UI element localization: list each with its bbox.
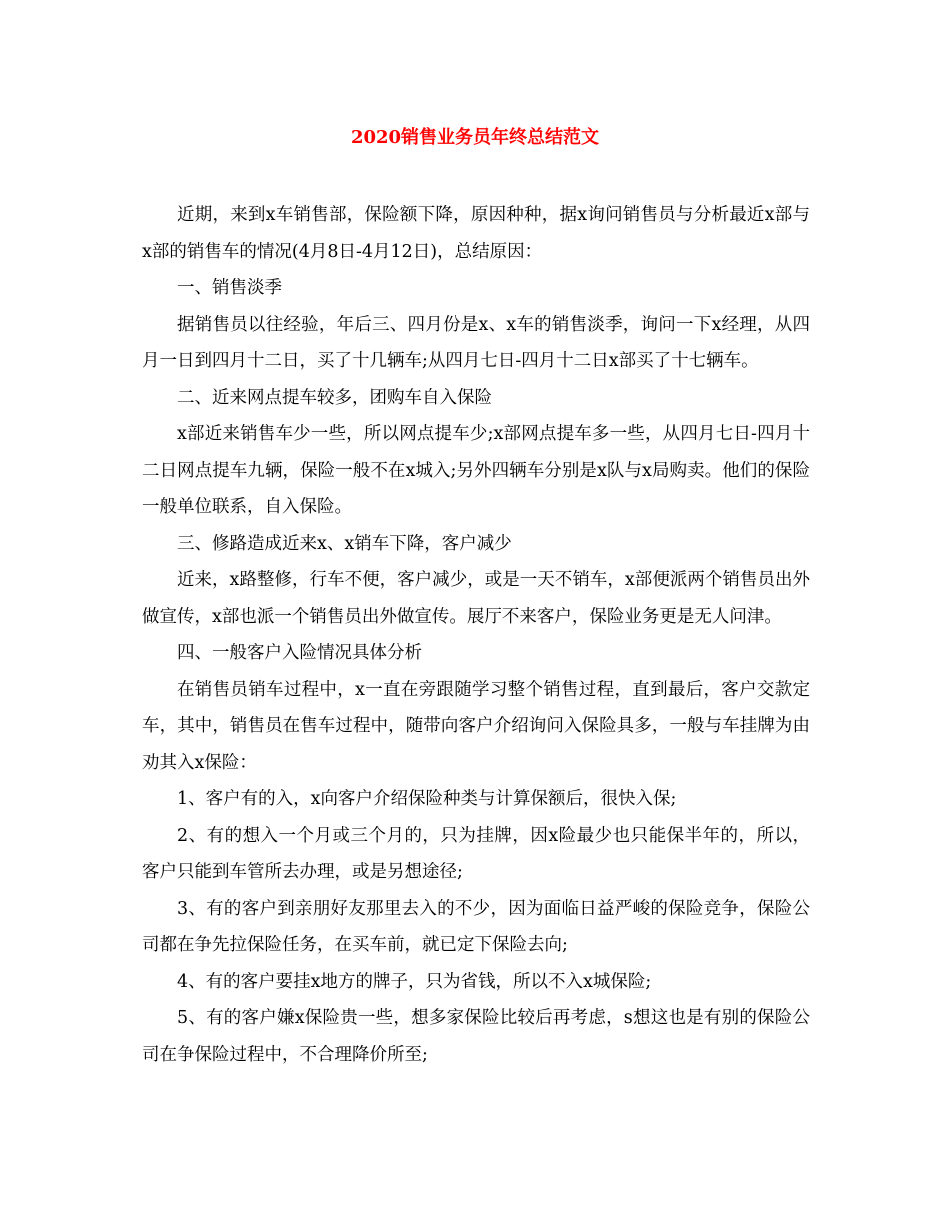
list-item-5: 5、有的客户嫌x保险贵一些，想多家保险比较后再考虑，s想这也是有别的保险公司在争保险过程中，不合理降价所至;: [142, 1008, 810, 1065]
section-heading-3: 三、修路造成近来x、x销车下降，客户减少: [177, 533, 512, 554]
list-item-2: 2、有的想入一个月或三个月的，只为挂牌，因x险最少也只能保半年的，所以，客户只能到车管所去办理，或是另想途径;: [142, 825, 810, 882]
paragraph-section-2: x部近来销售车少一些，所以网点提车少;x部网点提车多一些，从四月七日-四月十二日网点提车九辆，保险一般不在x城入;另外四辆车分别是x队与x局购卖。他们的保险一般单位联系，自入保险。: [142, 424, 810, 517]
paragraph-section-1: 据销售员以往经验，年后三、四月份是x、x车的销售淡季，询问一下x经理，从四月一日到四月十二日，买了十几辆车;从四月七日-四月十二日x部买了十七辆车。: [142, 314, 810, 371]
list-item-3: 3、有的客户到亲朋好友那里去入的不少，因为面临日益严峻的保险竞争，保险公司都在争先拉保险任务，在买车前，就已定下保险去向;: [142, 898, 810, 955]
list-item-1: 1、客户有的入，x向客户介绍保险种类与计算保额后，很快入保;: [177, 789, 677, 809]
paragraph-intro: 近期，来到x车销售部，保险额下降，原因种种，据x询问销售员与分析最近x部与x部的销售车的情况(4月8日-4月12日)，总结原因：: [142, 205, 810, 262]
document-title: 2020销售业务员年终总结范文: [350, 127, 600, 148]
list-item-4: 4、有的客户要挂x地方的牌子，只为省钱，所以不入x城保险;: [177, 971, 652, 992]
section-heading-2: 二、近来网点提车较多，团购车自入保险: [177, 387, 492, 408]
section-heading-1: 一、销售淡季: [177, 278, 282, 298]
document-body: [142, 197, 810, 1073]
section-heading-4: 四、一般客户入险情况具体分析: [177, 643, 422, 663]
paragraph-section-3: 近来，x路整修，行车不便，客户减少，或是一天不销车，x部便派两个销售员出外做宣传，x部也派一个销售员出外做宣传。展厅不来客户，保险业务更是无人问津。: [142, 570, 810, 627]
paragraph-section-4: 在销售员销车过程中，x一直在旁跟随学习整个销售过程，直到最后，客户交款定车，其中，销售员在售车过程中，随带向客户介绍询问入保险具多，一般与车挂牌为由劝其入x保险：: [142, 679, 810, 773]
